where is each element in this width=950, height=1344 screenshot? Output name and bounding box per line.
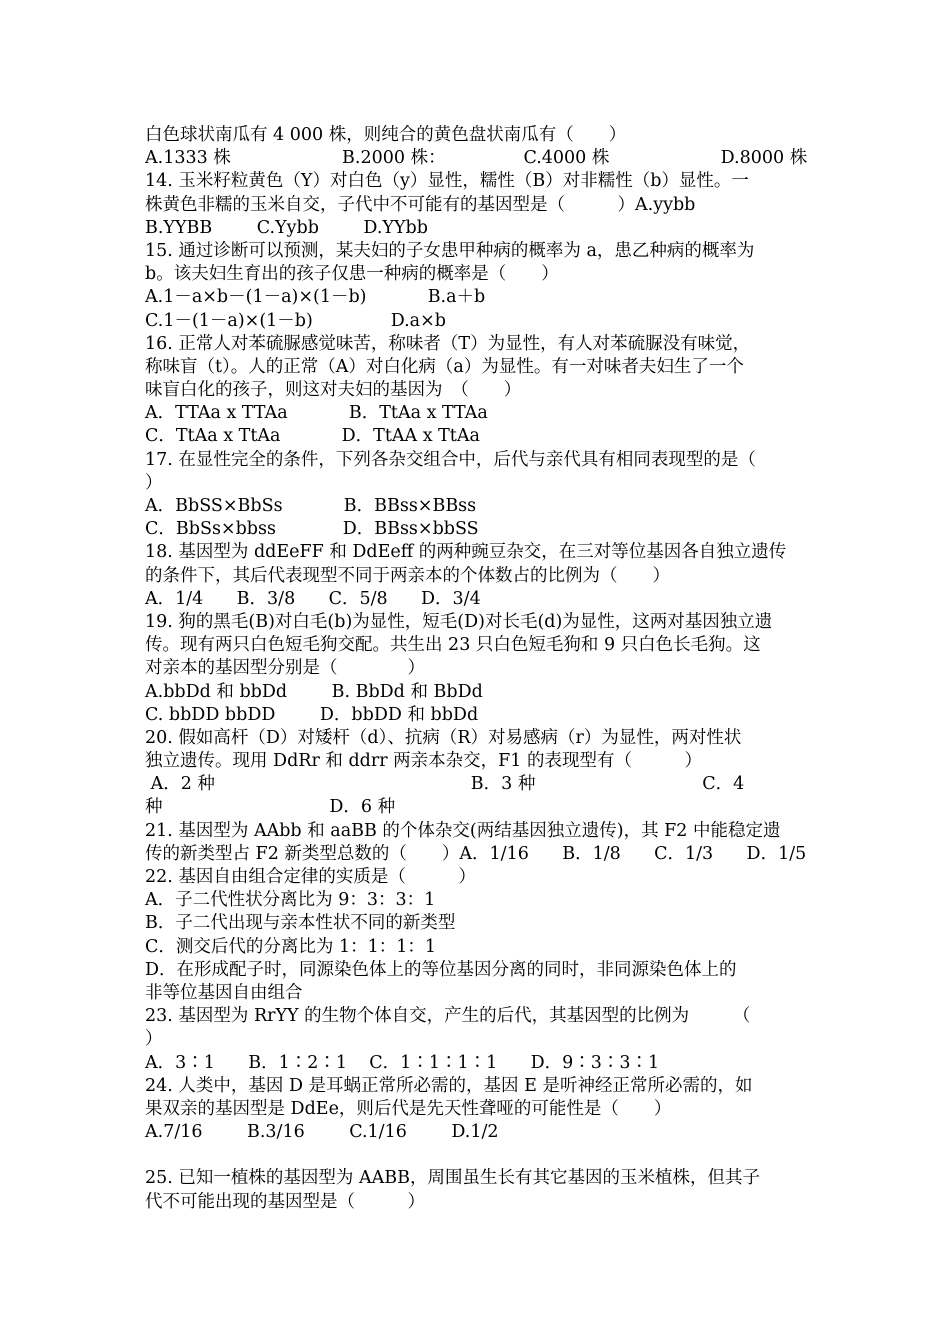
text-line: 23. 基因型为 RrYY 的生物个体自交，产生的后代，其基因型的比例为 （ bbox=[145, 1006, 751, 1027]
text-line: A．1/4 B．3/8 C．5/8 D．3/4 bbox=[145, 588, 481, 609]
text-line: b。该夫妇生育出的孩子仅患一种病的概率是（ ） bbox=[145, 264, 559, 285]
text-line: 种 D．6 种 bbox=[145, 797, 396, 818]
text-line: 称味盲（t）。人的正常（A）对白化病（a）为显性。有一对味者夫妇生了一个 bbox=[145, 356, 744, 377]
text-line: 25. 已知一植株的基因型为 AABB，周围虽生长有其它基因的玉米植株，但其子 bbox=[145, 1168, 760, 1189]
text-line: A.1333 株 B.2000 株： C.4000 株 D.8000 株 bbox=[145, 148, 808, 169]
text-line: C．测交后代的分离比为 1：1：1：1 bbox=[145, 936, 436, 957]
text-line: 代不可能出现的基因型是（ ） bbox=[145, 1191, 425, 1212]
text-line: A．BbSS×BbSs B．BBss×BBss bbox=[145, 496, 477, 516]
text-line: A.7/16 B.3/16 C.1/16 D.1/2 bbox=[145, 1122, 499, 1143]
text-line: 非等位基因自由组合 bbox=[145, 982, 303, 1003]
text-line: 的条件下，其后代表现型不同于两亲本的个体数占的比例为（ ） bbox=[145, 565, 670, 586]
text-line: A.1－a×b－(1－a)×(1－b) B.a＋b bbox=[145, 287, 486, 308]
text-line: 17. 在显性完全的条件，下列各杂交组合中，后代与亲代具有相同表现型的是（ bbox=[145, 449, 756, 470]
text-line: 18. 基因型为 ddEeFF 和 DdEeff 的两种豌豆杂交，在三对等位基因各自独立遗传 bbox=[145, 542, 787, 563]
text-line: 21. 基因型为 AAbb 和 aaBB 的个体杂交(两结基因独立遗传)，其 F2 中能稳定遗 bbox=[145, 820, 781, 841]
text-line: A．子二代性状分离比为 9：3：3：1 bbox=[145, 890, 436, 911]
text-line: 22. 基因自由组合定律的实质是（ ） bbox=[145, 867, 476, 887]
text-line: A．2 种 B．3 种 C．4 bbox=[145, 774, 745, 795]
text-line: 对亲本的基因型分别是（ ） bbox=[145, 658, 425, 679]
text-line: B．子二代出现与亲本性状不同的新类型 bbox=[145, 913, 456, 934]
text-line: C.1－(1－a)×(1－b) D.a×b bbox=[145, 310, 446, 331]
text-line: 独立遗传。现用 DdRr 和 ddrr 两亲本杂交，F1 的表现型有（ ） bbox=[145, 751, 702, 772]
text-line: 白色球状南瓜有 4 000 株，则纯合的黄色盘状南瓜有（ ） bbox=[145, 125, 627, 145]
text-line: 19. 狗的黑毛(B)对白毛(b)为显性，短毛(D)对长毛(d)为显性，这两对基因独立遗 bbox=[145, 611, 773, 632]
text-line: A．TTAa x TTAa B．TtAa x TTAa bbox=[145, 403, 488, 424]
text-line: 味盲白化的孩子，则这对夫妇的基因为 （ ） bbox=[145, 380, 522, 401]
text-line: A.bbDd 和 bbDd B. BbDd 和 BbDd bbox=[145, 681, 483, 702]
text-line: B.YYBB C.Yybb D.YYbb bbox=[145, 217, 428, 238]
text-line: 20. 假如高杆（D）对矮杆（d）、抗病（R）对易感病（r）为显性，两对性状 bbox=[145, 727, 742, 748]
text-line: 果双亲的基因型是 DdEe，则后代是先天性聋哑的可能性是（ ） bbox=[145, 1098, 672, 1119]
text-line: C．TtAa x TtAa D．TtAA x TtAa bbox=[145, 426, 480, 447]
blank-line bbox=[145, 1144, 815, 1167]
text-line: 株黄色非糯的玉米自交，子代中不可能有的基因型是（ ）A.yybb bbox=[145, 194, 696, 215]
text-line: C．BbSs×bbss D．BBss×bbSS bbox=[145, 519, 479, 540]
text-line: 16. 正常人对苯硫脲感觉味苦，称味者（T）为显性，有人对苯硫脲没有味觉， bbox=[145, 333, 751, 354]
text-line: A．3∶1 B．1∶2∶1 C．1∶1∶1∶1 D．9∶3∶3∶1 bbox=[145, 1052, 660, 1073]
text-line: 传。现有两只白色短毛狗交配。共生出 23 只白色短毛狗和 9 只白色长毛狗。这 bbox=[145, 635, 761, 656]
text-line: ） bbox=[145, 472, 163, 493]
text-line: 15. 通过诊断可以预测，某夫妇的子女患甲种病的概率为 a，患乙种病的概率为 bbox=[145, 240, 755, 261]
text-line: 14. 玉米籽粒黄色（Y）对白色（y）显性，糯性（B）对非糯性（b）显性。一 bbox=[145, 171, 749, 192]
text-line: D．在形成配子时，同源染色体上的等位基因分离的同时，非同源染色体上的 bbox=[145, 959, 737, 980]
text-line: ） bbox=[145, 1029, 163, 1050]
text-line: 24. 人类中，基因 D 是耳蜗正常所必需的，基因 E 是听神经正常所必需的，如 bbox=[145, 1075, 753, 1096]
document-body bbox=[145, 124, 815, 1214]
text-line: C. bbDD bbDD D．bbDD 和 bbDd bbox=[145, 704, 479, 725]
text-line: 传的新类型占 F2 新类型总数的（ ）A．1/16 B．1/8 C．1/3 D．1/5 bbox=[145, 843, 807, 864]
